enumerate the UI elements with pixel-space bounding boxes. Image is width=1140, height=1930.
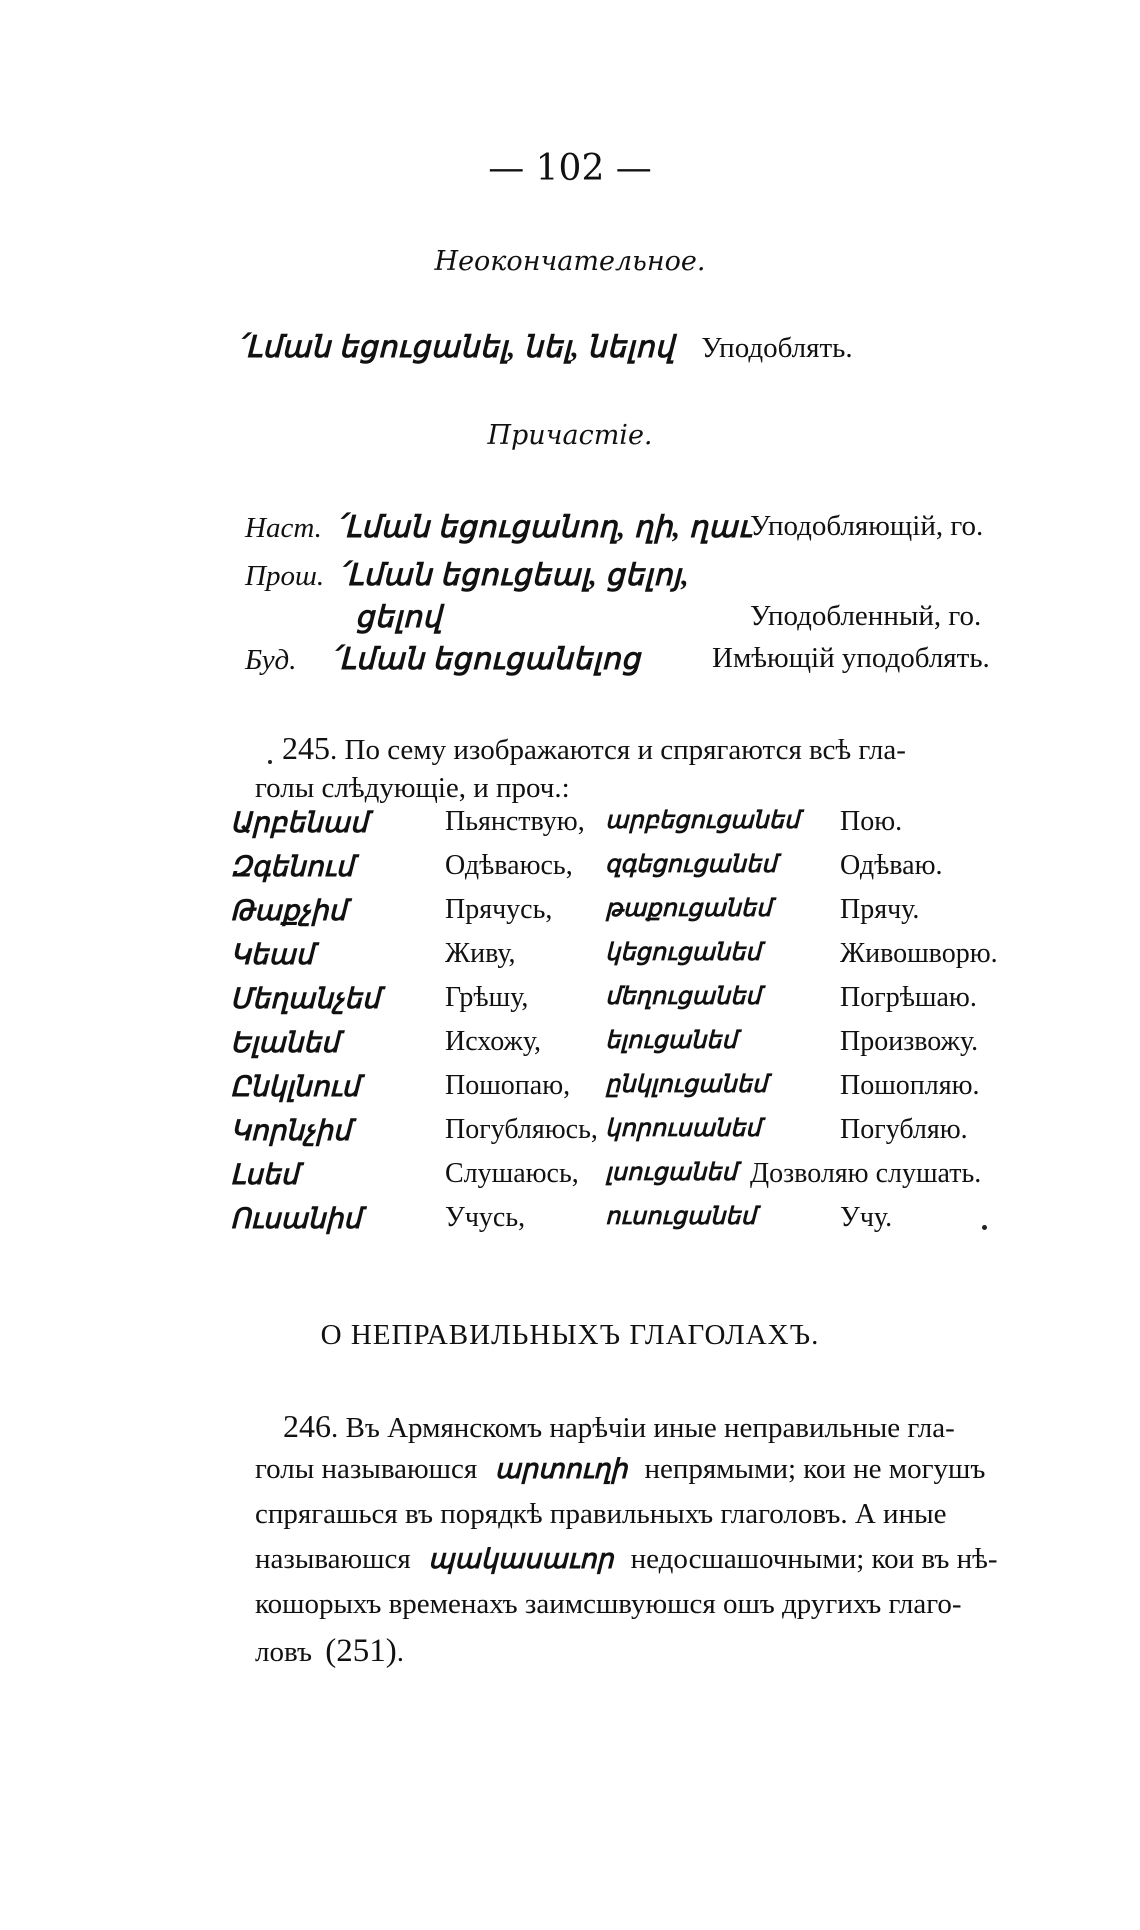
participle-russian: Имѣющій уподоблять. [712,642,990,674]
infinitive-line [238,330,853,365]
causative-armenian: կորուսանեմ [605,1116,761,1142]
ink-speck [268,760,272,764]
causative-armenian: ուսուցանեմ [605,1204,756,1230]
causative-armenian: կեցուցանեմ [605,940,761,966]
participle-armenian: ՛Լման եցուցեալ, ցելոյ, [339,559,690,592]
causative-russian: Пою. [840,806,903,837]
paragraph-number: 245 [282,730,330,766]
verb-armenian: Կեամ [230,940,314,971]
causative-russian: Прячу. [840,894,920,925]
paragraph-245-line2: голы слѣдующіе, и проч.: [255,772,570,804]
paragraph-246-line6 [255,1633,404,1670]
causative-armenian: լսուցանեմ [605,1160,737,1186]
verb-armenian: Մեղանչեմ [230,984,380,1015]
paragraph-text: . Въ Армянскомъ нарѣчіи иные неправильные гла- [331,1412,955,1444]
section-title: О НЕПРАВИЛЬНЫХЪ ГЛАГОЛАХЪ. [320,1319,820,1351]
verb-russian: Грѣшу, [445,982,529,1013]
participle-row-future [245,642,640,677]
causative-russian: Учу. [840,1202,893,1233]
participle-russian: Уподобляющій, го. [750,510,984,542]
causative-armenian: մեղուցանեմ [605,984,761,1010]
participle-label: Наст. [245,512,322,544]
verb-russian: Пошопаю, [445,1070,571,1101]
verb-russian: Исхожу, [445,1026,542,1057]
participle-row-present [245,510,751,545]
causative-russian: Живошворю. [840,938,998,969]
paragraph-text: ловъ [255,1636,312,1668]
verb-armenian: Արբենամ [230,808,368,839]
participle-armenian: ցելով [355,601,442,634]
paragraph-246-line2 [255,1453,985,1486]
verb-armenian: Ելանեմ [230,1028,339,1059]
verb-armenian: Ընկլնում [230,1072,359,1103]
causative-armenian: ընկլուցանեմ [605,1072,767,1098]
paragraph-text: непрямыми; кои не могушъ [644,1453,986,1485]
causative-armenian: զգեցուցանեմ [605,852,777,878]
armenian-term: պակասաւոր [427,1544,614,1574]
participle-label: Прош. [245,560,325,592]
causative-russian: Произвожу. [840,1026,979,1057]
armenian-term: արտուղի [494,1454,628,1484]
causative-russian: Дозволяю слушать. [750,1158,982,1189]
paragraph-245-line1 [282,730,906,767]
verb-armenian: Լսեմ [230,1160,299,1191]
infinitive-russian: Уподоблять. [701,332,853,364]
causative-russian: Одѣваю. [840,850,943,881]
causative-russian: Пошопляю. [840,1070,980,1101]
paragraph-246-line1 [283,1408,955,1445]
causative-russian: Погрѣшаю. [840,982,977,1013]
participle-row-past-cont [355,600,442,635]
ink-speck [982,1225,987,1230]
verb-russian: Погубляюсь, [445,1114,598,1145]
verb-armenian: Թաքչիմ [230,896,346,927]
verb-russian: Пьянствую, [445,806,585,837]
causative-armenian: արբեցուցանեմ [605,808,800,834]
causative-armenian: թաքուցանեմ [605,896,772,922]
paragraph-246-line5: кошорыхъ временахъ заимсшвуюшся ошъ другихъ глаго- [255,1588,962,1620]
participle-armenian: ՛Լման եցուցանելոց [331,643,641,676]
participle-label: Буд. [245,644,297,676]
verb-russian: Слушаюсь, [445,1158,579,1189]
paragraph-text: . [396,1636,404,1668]
infinitive-heading: Неокончательное. [434,246,706,277]
verb-russian: Прячусь, [445,894,553,925]
paragraph-text: голы называюшся [255,1453,478,1485]
participle-armenian: ՛Լման եցուցանող, ղի, ղաւ [336,511,752,544]
causative-russian: Погубляю. [840,1114,968,1145]
verb-russian: Живу, [445,938,516,969]
page-number: — 102 — [488,148,652,189]
paragraph-text: . По сему изображаются и спрягаются всѣ гла- [330,734,906,766]
paragraph-number: 246 [283,1408,331,1444]
cross-reference: (251) [325,1633,397,1669]
verb-armenian: Զգենում [230,852,354,883]
infinitive-armenian: ՛Լման եցուցանել, նել, նելով [238,331,675,364]
verb-armenian: Կորնչիմ [230,1116,351,1147]
paragraph-246-line4 [255,1543,998,1576]
verb-armenian: Ուսանիմ [230,1204,361,1235]
verb-russian: Одѣваюсь, [445,850,573,881]
causative-armenian: ելուցանեմ [605,1028,737,1054]
paragraph-text: называюшся [255,1543,411,1575]
participle-russian: Уподобленный, го. [750,600,982,632]
paragraph-246-line3: спрягашься въ порядкѣ правильныхъ глаголовъ. А иные [255,1498,947,1530]
verb-russian: Учусь, [445,1202,526,1233]
participle-heading: Причастіе. [487,420,653,451]
paragraph-text: недосшашочными; кои въ нѣ- [630,1543,998,1575]
participle-row-past [245,558,689,593]
